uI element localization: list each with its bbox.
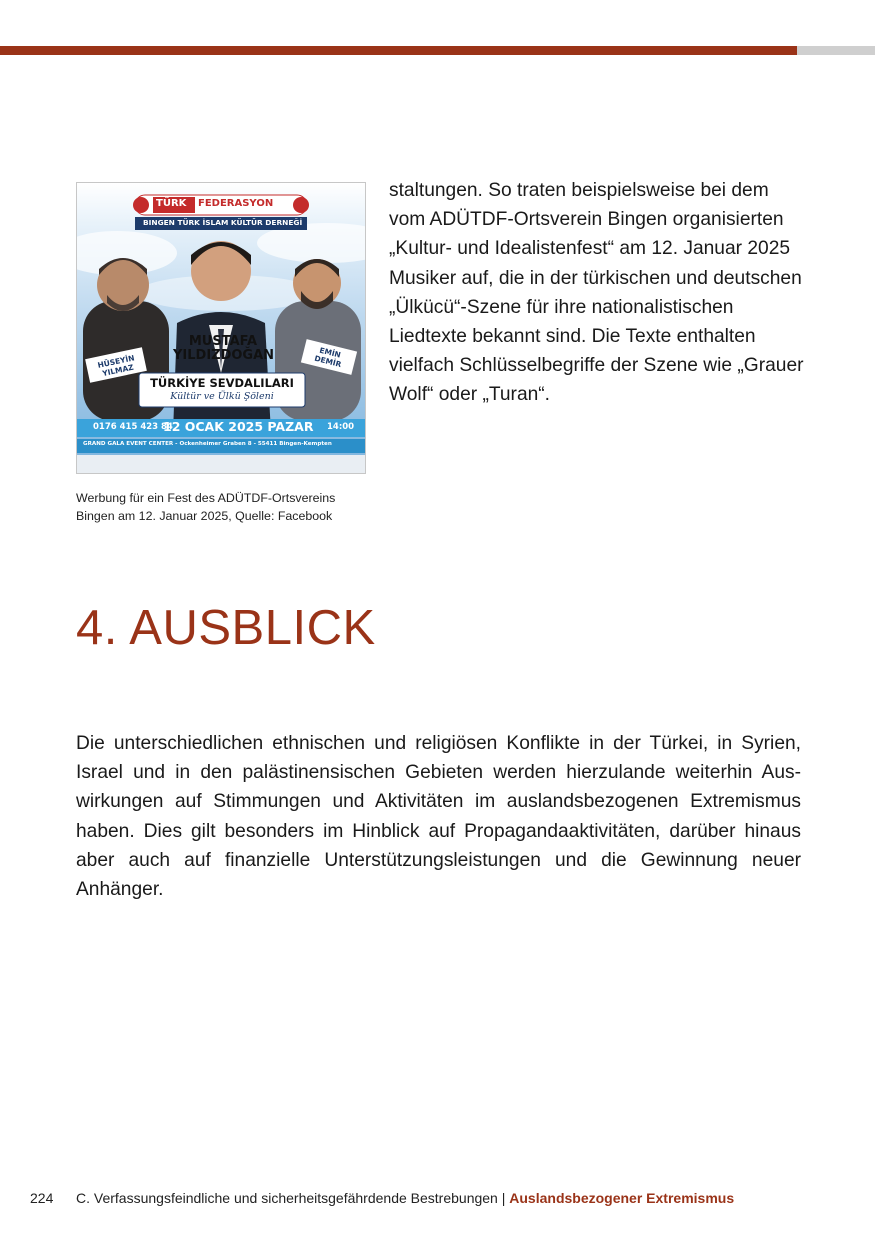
poster-event-subtitle: Kültür ve Ülkü Şöleni (170, 391, 274, 402)
poster-venue: GRAND GALA EVENT CENTER - Ockenheimer Graben 8 - 55411 Bingen-Kempten (83, 441, 332, 447)
section-heading: 4. AUSBLICK (76, 601, 376, 655)
header-rule-grey (797, 46, 875, 55)
image-caption: Werbung für ein Fest des ADÜTDF-Ortsvereins Bingen am 12. Januar 2025, Quelle: Facebook (76, 491, 336, 523)
footer-section: Auslandsbezogener Extremismus (509, 1190, 735, 1206)
footer-chapter: C. Verfassungsfeindliche und sicherheitsgefährdende Bestrebungen (76, 1190, 498, 1206)
poster-date: 12 OCAK 2025 PAZAR (163, 419, 314, 434)
section-paragraph: Die unterschiedlichen ethnischen und religiösen Konflikte in der Türkei, in Syrien, Israel und in den palästinensischen Gebieten werden hierzulande weiterhin Auswirkungen auf Stimmungen und Aktivitäten im auslandsbezogenen Extremismus haben. Dies gilt besonders im Hinblick auf Propagandaaktivitäten, darüber hinaus aber auch auf finanzielle Unterstützungsleistungen und die Gewinnung neuer Anhänger. (76, 733, 801, 901)
poster-singer-right: EMİN DEMİR (313, 345, 343, 370)
poster-singer-left: HÜSEYİN YILMAZ (96, 353, 136, 379)
poster-association: BINGEN TÜRK İSLAM KÜLTÜR DERNEĞİ (143, 218, 303, 227)
header-rule-red (0, 46, 797, 55)
body-text-column: staltungen. So traten beispielsweise bei dem vom ADÜTDF-Ortsverein Bingen organisierten „Kultur- und Idealistenfest“ am 12. Januar 2025 Musiker auf, die in der türkischen und deutschen „Ülkücü“-Szene für ihre nationalistischen Liedtexte bekannt sind. Die Texte enthalten vielfach Schlüsselbegriffe der Szene wie „Grauer Wolf“ oder „Turan“. (389, 180, 804, 406)
page-number: 224 (30, 1190, 54, 1206)
event-poster-image (76, 182, 366, 474)
poster-event-title: TÜRKİYE SEVDALILARI (150, 376, 294, 390)
poster-time: 14:00 (327, 422, 355, 432)
poster-org-federasyon: FEDERASYON (198, 198, 274, 209)
poster-singer-main: MUSTAFA YILDIZDOĞAN (173, 334, 275, 363)
page-footer (30, 1190, 734, 1206)
poster-org-turk: TÜRK (156, 198, 187, 209)
poster-phone: 0176 415 423 84 (93, 422, 173, 432)
footer-separator: | (497, 1190, 510, 1206)
